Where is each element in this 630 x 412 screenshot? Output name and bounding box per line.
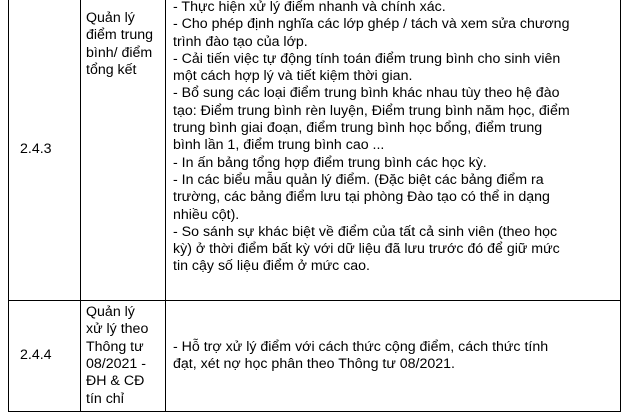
- feature-name-line: bình/ điểm: [86, 44, 153, 61]
- description-line: bình lần 1, điểm trung bình cao ...: [173, 137, 385, 154]
- feature-name-line: tín chỉ: [86, 390, 124, 407]
- description-line: tạo: Điểm trung bình rèn luyện, Điểm trung bình năm học, điểm: [173, 102, 570, 119]
- feature-name-line: 08/2021 -: [86, 356, 146, 372]
- feature-name-line: Thông tư: [86, 338, 144, 355]
- feature-name-line: điểm trung: [86, 27, 154, 44]
- feature-name-line: Quản lý: [86, 304, 135, 321]
- description-line: - So sánh sự khác biệt về điểm của tất cả sinh viên (theo học: [173, 223, 558, 240]
- description-line: trung bình giai đoạn, điểm trung bình học bổng, điểm trung: [173, 120, 543, 137]
- description-line: trình đào tạo của lớp.: [173, 33, 308, 50]
- table-row: [9, 0, 621, 301]
- feature-name: [81, 301, 166, 412]
- description-line: trường, các bảng điểm lưu tại phòng Đào tạo có thể in dạng: [173, 189, 550, 206]
- description-line: - Bổ sung các loại điểm trung bình khác nhau tùy theo hệ đào: [173, 85, 560, 102]
- description-line: tin cậy số liệu điểm ở mức cao.: [173, 258, 371, 275]
- feature-name-line: xử lý theo: [86, 321, 149, 338]
- row-id: 2.4.4: [9, 301, 81, 412]
- feature-description: [166, 301, 621, 412]
- feature-description: [166, 0, 621, 301]
- description-line: một cách hợp lý và tiết kiệm thời gian.: [173, 68, 413, 85]
- feature-name-line: ĐH & CĐ: [86, 373, 145, 390]
- feature-name-line: tổng kết: [86, 61, 137, 78]
- description-line: đạt, xét nợ học phân theo Thông tư 08/2021.: [173, 356, 456, 372]
- description-line: - Thực hiện xử lý điểm nhanh và chính xác.: [173, 0, 446, 15]
- description-line: kỳ) ở thời điểm bất kỳ với dữ liệu đã lưu trước đó để giữ mức: [173, 241, 560, 258]
- row-id: 2.4.3: [9, 0, 81, 301]
- description-line: - In ấn bảng tổng hợp điểm trung bình các học kỳ.: [173, 154, 487, 171]
- description-line: - Hỗ trợ xử lý điểm với cách thức cộng điểm, cách thức tính: [173, 338, 549, 355]
- feature-spec-table: [8, 0, 621, 412]
- feature-name-line: Quản lý: [86, 10, 135, 26]
- feature-name: [81, 0, 166, 301]
- description-line: nhiều cột).: [173, 206, 240, 223]
- table-row: [9, 301, 621, 412]
- description-line: - Cải tiến việc tự động tính toán điểm trung bình cho sinh viên: [173, 50, 561, 67]
- description-line: - Cho phép định nghĩa các lớp ghép / tách và xem sửa chương: [173, 16, 570, 33]
- description-line: - In các biểu mẫu quản lý điểm. (Đặc biệt các bảng điểm ra: [173, 171, 544, 188]
